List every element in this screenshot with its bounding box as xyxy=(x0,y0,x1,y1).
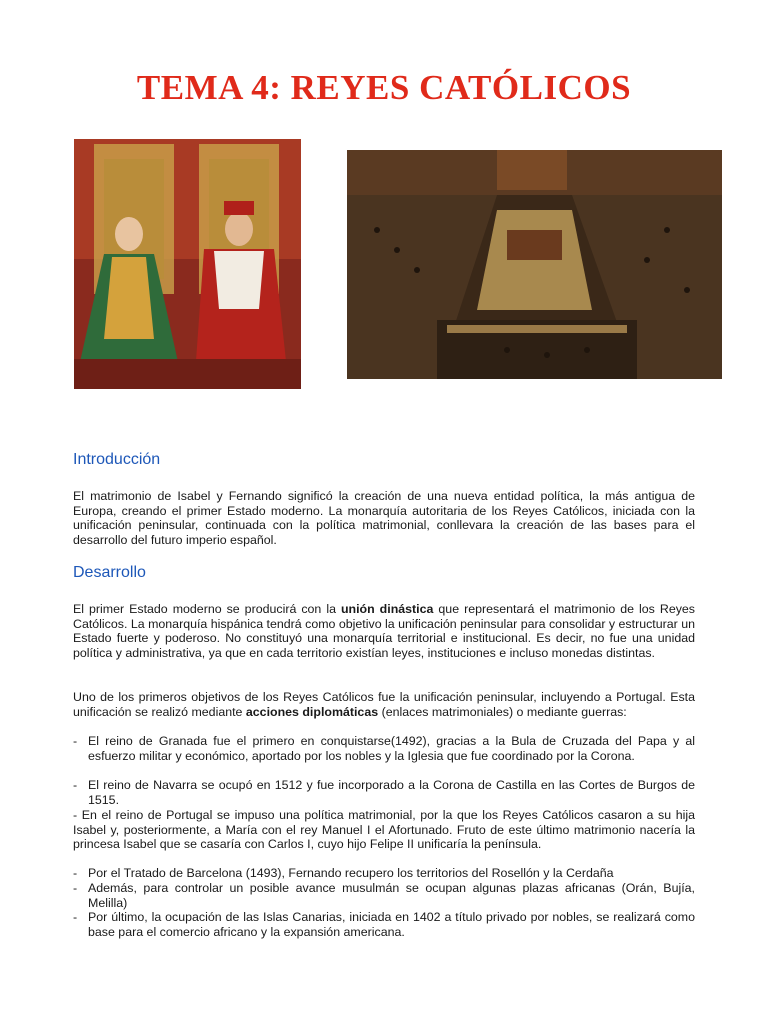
list-item: - Por último, la ocupación de las Islas Canarias, iniciada en 1402 a título privado por nobles, se realizará como base para el comercio africano y la expansión americana. xyxy=(73,910,695,939)
section-heading-desarrollo: Desarrollo xyxy=(73,564,146,581)
list-item: - Por el Tratado de Barcelona (1493), Fernando recupero los territorios del Rosellón y la Cerdaña xyxy=(73,866,614,880)
acciones-diplomaticas-bold: acciones diplomáticas xyxy=(245,704,379,719)
list-item: - El reino de Granada fue el primero en conquistarse(1492), gracias a la Bula de Cruzada del Papa y al esfuerzo militar y económico, aportado por los nobles y la Iglesia que fue coordinado por la Corona. xyxy=(73,734,695,763)
introduccion-paragraph: El matrimonio de Isabel y Fernando significó la creación de una nueva entidad política, la más antigua de Europa, creando el primer Estado moderno. La monarquía autoritaria de los Reyes Católicos, iniciada con la unificación peninsular, continuada con la política matrimonial, conllevara la creación de las bases para el desarrollo del futuro imperio español. xyxy=(73,489,695,547)
desarrollo-paragraph-2: Uno de los primeros objetivos de los Reyes Católicos fue la unificación peninsular, incluyendo a Portugal. Esta unificación se realizó mediante acciones diplomáticas (enlaces matrimoniales) o mediante guerras: xyxy=(73,690,695,719)
auto-de-fe-painting-image xyxy=(347,150,722,379)
catholic-monarchs-portrait-image xyxy=(74,139,301,389)
section-heading-introduccion: Introducción xyxy=(73,451,161,468)
list-item: - Además, para controlar un posible avance musulmán se ocupan algunas plazas africanas (Orán, Bujía, Melilla) xyxy=(73,881,695,910)
union-dinastica-bold: unión dinástica xyxy=(340,602,434,616)
portugal-paragraph: - En el reino de Portugal se impuso una política matrimonial, por la que los Reyes Católicos casaron a su hija Isabel y, posteriormente, a María con el rey Manuel I el Afortunado. Fruto de este último matrimonio nacería la princesa Isabel que se casaría con Carlos I, cuyo hijo Felipe II unificaría la península. xyxy=(73,808,695,852)
list-item: - El reino de Navarra se ocupó en 1512 y fue incorporado a la Corona de Castilla en las Cortes de Burgos de 1515. xyxy=(73,778,695,807)
desarrollo-paragraph-1: El primer Estado moderno se producirá con la unión dinástica que representará el matrimonio de los Reyes Católicos. La monarquía hispánica tendrá como objetivo la unificación peninsular para consolidar y estructurar un Estado fuerte y poderoso. No constituyó una monarquía territorial e institucional. Es decir, no fue una unidad política y administrativa, ya que en cada territorio existían leyes, instituciones e incluso monedas distintas. xyxy=(73,602,695,660)
page-title: TEMA 4: REYES CATÓLICOS xyxy=(136,68,632,107)
